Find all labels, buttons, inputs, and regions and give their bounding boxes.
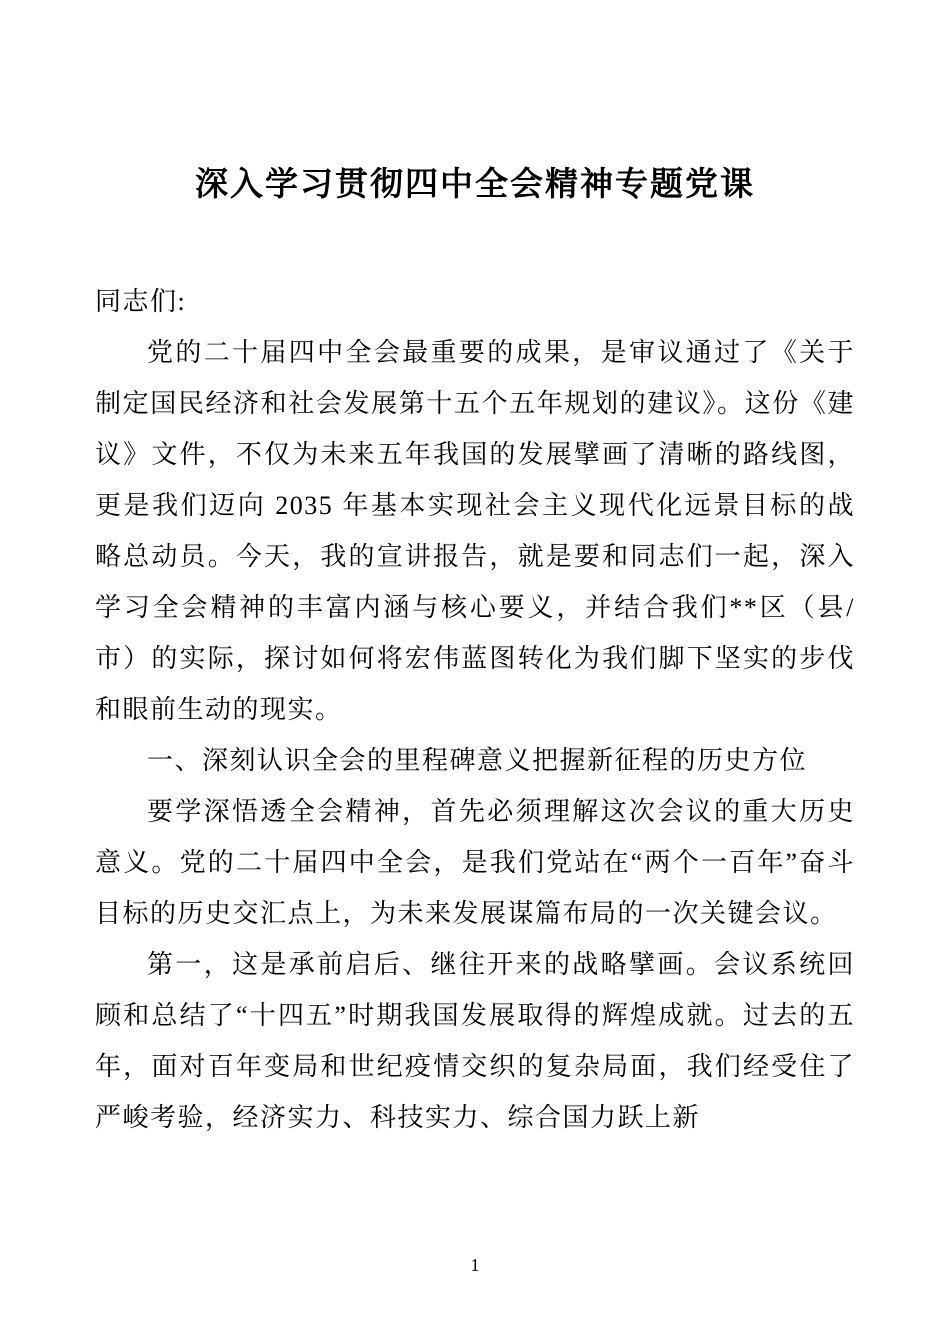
paragraph-intro: 党的二十届四中全会最重要的成果，是审议通过了《关于制定国民经济和社会发展第十五个五年规划的建议》。这份《建议》文件，不仅为未来五年我国的发展擘画了清晰的路线图，更是我们迈向 2035 年基本实现社会主义现代化远景目标的战略总动员。今天，我的宣讲报告，就是要和同志们一起，深入学习全会精神的丰富内涵与核心要义，并结合我们**区（县/市）的实际，探讨如何将宏伟蓝图转化为我们脚下坚实的步伐和眼前生动的现实。 (95, 338, 855, 724)
paragraph-salutation: 同志们: (95, 287, 187, 316)
document-title: 深入学习贯彻四中全会精神专题党课 (195, 165, 755, 202)
section-heading-1: 一、深刻认识全会的里程碑意义把握新征程的历史方位 (147, 746, 808, 775)
page-number: 1 (470, 1255, 480, 1275)
paragraph-significance: 要学深悟透全会精神，首先必须理解这次会议的重大历史意义。党的二十届四中全会，是我们党站在“两个一百年”奋斗目标的历史交汇点上，为未来发展谋篇布局的一次关键会议。 (95, 797, 855, 928)
document-body (95, 276, 855, 1143)
paragraph-first-point: 第一，这是承前启后、继往开来的战略擘画。会议系统回顾和总结了“十四五”时期我国发展取得的辉煌成就。过去的五年，面对百年变局和世纪疫情交织的复杂局面，我们经受住了严峻考验，经济实力、科技实力、综合国力跃上新 (95, 950, 855, 1132)
